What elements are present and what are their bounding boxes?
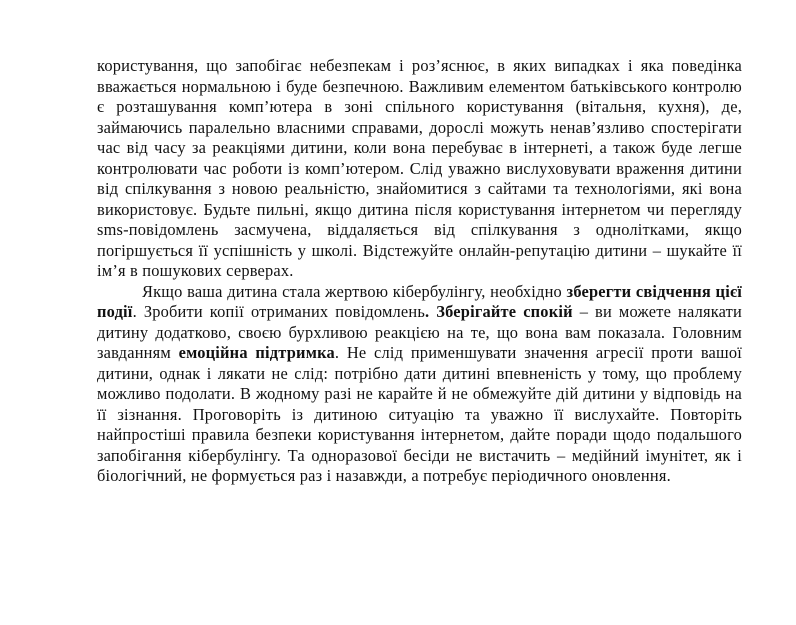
p2-text-2: . Зробити копії отриманих повідомлень — [132, 302, 426, 321]
paragraph-parental-control: користування, що запобігає небезпекам і роз’яснює, в яких випадках і яка поведінка вважається нормальною і буде безпечною. Важливим елементом батьківського контролю є розташування комп’ютера в зоні спільного користування (вітальня, кухня), де, займаючись паралельно власними справами, дорослі можуть ненав’язливо спостерігати час від часу за реакціями дитини, коли вона перебуває в інтернеті, а також буде легше контролювати час роботи із комп’ютером. Слід уважно вислуховувати враження дитини від спілкування з новою реальністю, знайомитися з сайтами та технологіями, які вона використовує. Будьте пильні, якщо дитина після користування інтернетом чи перегляду sms-повідомлень засмучена, віддаляється від спілкування з однолітками, якщо погіршується її успішність у школі. Відстежуйте онлайн-репутацію дитини – шукайте її ім’я в пошукових серверах. — [97, 56, 742, 280]
p2-text-1: Якщо ваша дитина стала жертвою кібербулінгу, необхідно — [142, 281, 567, 301]
p2-bold-save-evidence: зберегти свідчення цієї події — [97, 281, 742, 321]
p2-bold-emotional-support: емоційна підтримка — [178, 343, 335, 362]
document-page — [97, 56, 742, 487]
p2-text-4: . Не слід применшувати значення агресії проти вашої дитини, однак і лякати не слід: потрібно дати дитині впевненість у тому, що проблему можливо подолати. В жодному разі не карайте й не обмежуйте дій дитини у відповідь на її зізнання. Проговоріть із дитиною ситуацію та уважно її вислухайте. Повторіть найпростіші правила безпеки користування інтернетом, дайте поради щодо подальшого запобігання кібербулінгу. Та одноразової бесіди не вистачить – медійний імунітет, як і біологічний, не формується раз і назавжди, а потребує періодичного оновлення. — [97, 343, 742, 485]
p2-bold-stay-calm: . Зберігайте спокій — [425, 302, 573, 321]
paragraph-cyberbullying-help — [97, 282, 742, 487]
p2-text-3: – ви можете налякати дитину додатково, своєю бурхливою реакцією на те, що вона вам показала. Головним завданням — [97, 302, 742, 362]
